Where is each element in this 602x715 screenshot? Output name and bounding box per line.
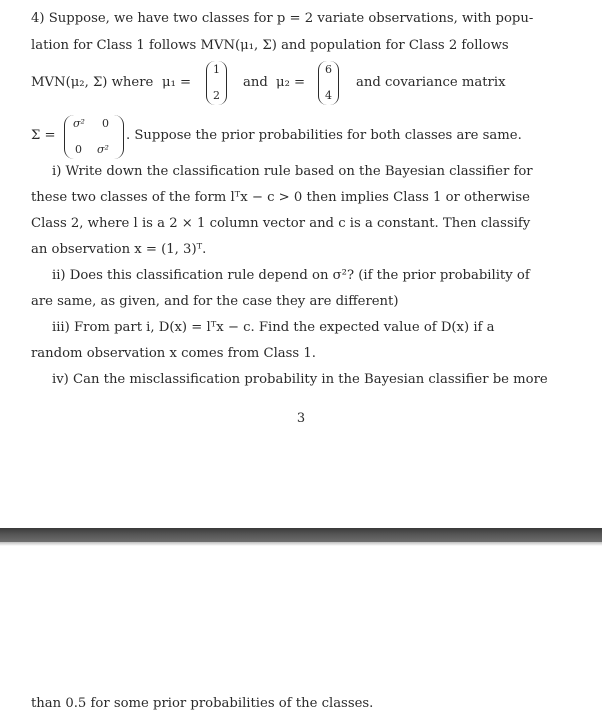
part-iv-line-2: than 0.5 for some prior probabilities of the classes. [31,696,374,711]
page-break-shadow [0,542,602,546]
problem-line-1: 4) Suppose, we have two classes for p = 2 variate observations, with popu- [31,11,534,26]
part-iv-line-1: iv) Can the misclassification probability in the Bayesian classifier be more [52,372,548,387]
and-label: and [243,75,268,90]
sigma-entry-12: 0 [102,117,109,130]
problem-line-3b: and covariance matrix [356,75,506,90]
mu1-component-2: 2 [213,89,220,102]
mu1-component-1: 1 [213,63,220,76]
sigma-entry-22: σ² [97,143,109,156]
mu2-label: μ₂ = [276,75,306,90]
problem-line-3a: MVN(μ₂, Σ) where [31,75,154,90]
part-i-line-4: an observation x = (1, 3)ᵀ. [31,242,207,257]
mu2-component-2: 4 [325,89,332,102]
problem-line-2: lation for Class 1 follows MVN(μ₁, Σ) and population for Class 2 follows [31,38,509,53]
sigma-label: Σ = [31,128,56,143]
sigma-entry-21: 0 [75,143,82,156]
page-break-divider [0,528,602,542]
part-iii-line-2: random observation x comes from Class 1. [31,346,316,361]
sigma-matrix [64,115,124,159]
part-i-line-3: Class 2, where l is a 2 × 1 column vector and c is a constant. Then classify [31,216,531,231]
part-iii-line-1: iii) From part i, D(x) = lᵀx − c. Find the expected value of D(x) if a [52,320,495,335]
mu2-component-1: 6 [325,63,332,76]
page-number: 3 [296,411,306,426]
part-ii-line-1: ii) Does this classification rule depend on σ²? (if the prior probability of [52,268,530,283]
problem-line-4: . Suppose the prior probabilities for both classes are same. [126,128,522,143]
part-i-line-2: these two classes of the form lᵀx − c > 0 then implies Class 1 or otherwise [31,190,530,205]
mu1-label: μ₁ = [162,75,192,90]
sigma-entry-11: σ² [73,117,85,130]
mu1-vector [206,61,227,105]
part-i-line-1: i) Write down the classification rule based on the Bayesian classifier for [52,164,533,179]
part-ii-line-2: are same, as given, and for the case they are different) [31,294,399,309]
mu2-vector [318,61,339,105]
